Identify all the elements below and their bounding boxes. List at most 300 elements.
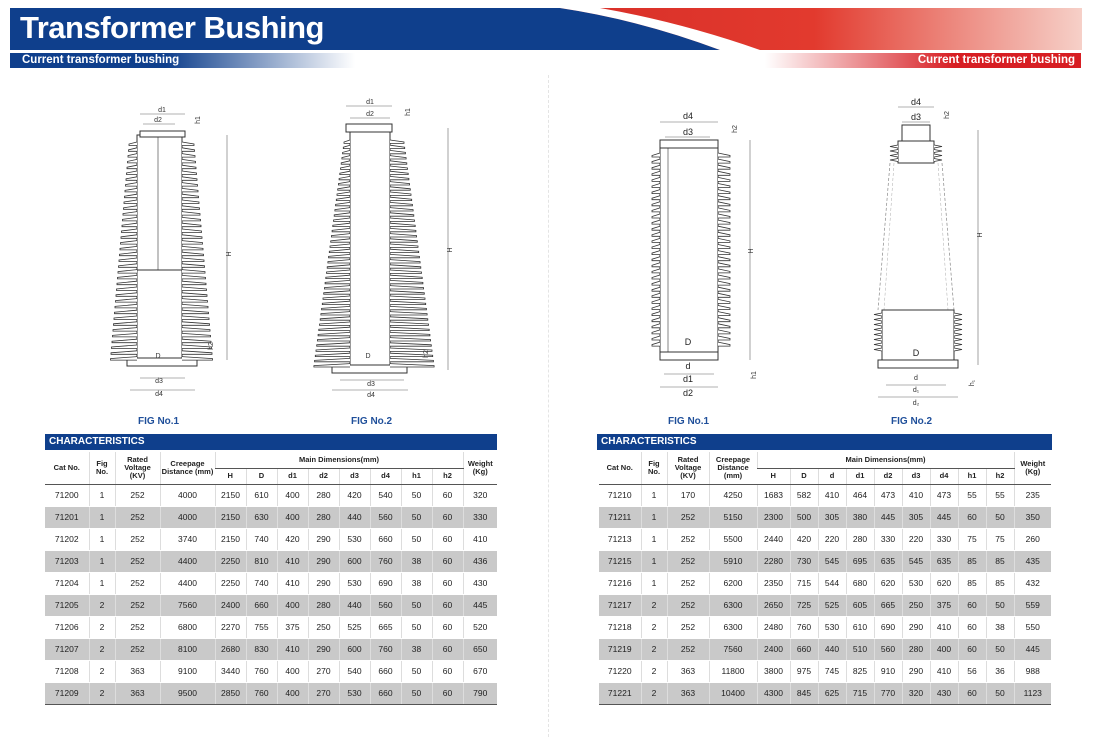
- right-shed: [954, 343, 962, 346]
- dim-d2: d₂: [912, 400, 920, 407]
- table-cell: 525: [818, 594, 846, 616]
- left-shed: [119, 264, 138, 268]
- table-cell: 363: [667, 682, 709, 704]
- table-cell: 4400: [160, 572, 215, 594]
- table-cell: 71211: [599, 506, 641, 528]
- right-shed: [390, 202, 412, 205]
- table-cell: 3740: [160, 528, 215, 550]
- left-shed: [652, 287, 660, 291]
- right-shed: [718, 232, 730, 236]
- right-shed: [390, 301, 426, 304]
- table-cell: 71202: [45, 528, 89, 550]
- table-row: [45, 616, 497, 638]
- table-cell: 760: [246, 660, 277, 682]
- right-figure-drawing: [640, 95, 1000, 410]
- right-shed: [390, 327, 429, 330]
- table-cell: 760: [790, 616, 818, 638]
- table-cell: 71221: [599, 682, 641, 704]
- left-shed: [114, 322, 138, 326]
- table-cell: 430: [463, 572, 497, 594]
- dim-d: d: [914, 375, 918, 382]
- right-shed: [390, 145, 405, 148]
- table-cell: 690: [874, 616, 902, 638]
- table-cell: 220: [818, 528, 846, 550]
- table-cell: 635: [930, 550, 958, 572]
- right-shed: [718, 245, 730, 249]
- table-cell: 60: [958, 616, 986, 638]
- dashed-outline: [884, 163, 948, 310]
- table-cell: 5500: [709, 528, 757, 550]
- table-cell: 410: [818, 484, 846, 506]
- dim-d2: d2: [366, 111, 374, 118]
- right-shed: [954, 313, 962, 316]
- subtitle-right: Current transformer bushing: [917, 54, 1075, 66]
- left-figure-1-drawing: [100, 99, 454, 405]
- left-shed: [123, 212, 137, 216]
- table-cell: 1: [89, 572, 115, 594]
- left-shed: [336, 202, 350, 205]
- right-shed: [182, 177, 197, 181]
- table-cell: 610: [246, 484, 277, 506]
- table-row: [45, 682, 497, 704]
- left-shed: [341, 166, 351, 169]
- table-cell: 280: [308, 594, 339, 616]
- left-shed: [329, 254, 350, 257]
- table-cell: 2680: [215, 638, 246, 660]
- right-fig2-caption: FIG No.2: [891, 416, 933, 427]
- right-shed: [390, 249, 419, 252]
- right-shed: [390, 317, 428, 320]
- table-cell: 400: [277, 484, 308, 506]
- table-cell: 660: [790, 638, 818, 660]
- right-spec-table: [599, 452, 1051, 705]
- table-cell: 440: [339, 594, 370, 616]
- left-shed: [328, 260, 350, 263]
- right-shed: [390, 140, 404, 143]
- left-shed: [119, 258, 137, 262]
- col-header-dim-d: d: [818, 468, 846, 484]
- table-cell: 50: [986, 682, 1014, 704]
- table-cell: 6200: [709, 572, 757, 594]
- left-shed: [652, 202, 660, 206]
- left-shed: [890, 145, 898, 148]
- left-shed: [115, 310, 138, 314]
- table-row: [599, 484, 1051, 506]
- right-shed: [718, 275, 730, 279]
- dim-d2: d2: [682, 388, 694, 398]
- col-header-dim-d1: d1: [277, 468, 308, 484]
- left-shed: [121, 241, 138, 245]
- col-header-dim-d2: d2: [308, 468, 339, 484]
- left-shed: [327, 265, 350, 268]
- table-cell: 71213: [599, 528, 641, 550]
- top-cap: [902, 125, 930, 141]
- right-shed: [182, 229, 202, 233]
- table-cell: 600: [339, 638, 370, 660]
- left-shed: [652, 208, 660, 212]
- table-cell: 38: [401, 572, 432, 594]
- right-shed: [182, 351, 212, 355]
- right-shed: [390, 156, 406, 159]
- left-shed: [343, 145, 350, 148]
- table-cell: 2150: [215, 484, 246, 506]
- right-shed: [390, 306, 426, 309]
- left-shed: [874, 333, 882, 336]
- table-cell: 2: [89, 682, 115, 704]
- left-shed: [123, 217, 138, 221]
- right-shed: [390, 358, 433, 361]
- table-cell: 71203: [45, 550, 89, 572]
- table-cell: 290: [308, 638, 339, 660]
- left-shed: [340, 171, 350, 174]
- left-shed: [335, 208, 350, 211]
- right-shed: [182, 206, 200, 210]
- table-cell: 1: [89, 506, 115, 528]
- top-flange: [660, 140, 718, 148]
- dim-D: D: [155, 353, 161, 360]
- table-cell: 525: [339, 616, 370, 638]
- col-header-fig: Fig No.: [89, 452, 115, 484]
- right-shed: [934, 159, 942, 162]
- table-cell: 60: [432, 528, 463, 550]
- table-cell: 55: [958, 484, 986, 506]
- right-shed: [718, 330, 730, 334]
- table-cell: 305: [818, 506, 846, 528]
- right-shed: [390, 192, 411, 195]
- left-shed: [652, 165, 660, 169]
- table-row: [45, 550, 497, 572]
- table-cell: 473: [874, 484, 902, 506]
- left-shed: [117, 287, 138, 291]
- table-cell: 36: [986, 660, 1014, 682]
- left-shed: [652, 177, 660, 181]
- table-cell: 252: [667, 550, 709, 572]
- table-cell: 4300: [757, 682, 790, 704]
- table-cell: 60: [432, 594, 463, 616]
- right-shed: [390, 260, 420, 263]
- table-cell: 60: [432, 506, 463, 528]
- right-shed: [390, 239, 417, 242]
- table-cell: 290: [308, 528, 339, 550]
- right-shed: [718, 312, 730, 316]
- right-shed: [182, 217, 201, 221]
- left-shed: [317, 343, 350, 346]
- col-header-dim-d2: d2: [874, 468, 902, 484]
- right-shed: [182, 188, 198, 192]
- table-cell: 2280: [757, 550, 790, 572]
- left-characteristics-bar: CHARACTERISTICS: [45, 434, 497, 450]
- table-cell: 60: [432, 616, 463, 638]
- left-shed: [326, 275, 350, 278]
- left-shed: [652, 275, 660, 279]
- left-shed: [112, 339, 137, 343]
- right-shed: [182, 316, 209, 320]
- left-shed: [652, 312, 660, 316]
- subtitle-bar-left: [10, 53, 355, 68]
- left-shed: [874, 338, 882, 341]
- page-header: [0, 0, 1096, 52]
- right-shed: [718, 269, 730, 273]
- col-header-weight: Weight (Kg): [463, 452, 497, 484]
- table-cell: 38: [401, 550, 432, 572]
- col-header-dim-h2: h2: [986, 468, 1014, 484]
- table-cell: 252: [115, 528, 160, 550]
- left-spec-table: [45, 452, 497, 705]
- dashed-outline: [878, 163, 954, 310]
- page-title: Transformer Bushing: [20, 10, 324, 45]
- table-cell: 71205: [45, 594, 89, 616]
- right-shed: [182, 287, 207, 291]
- left-shed: [114, 316, 137, 320]
- table-cell: 330: [930, 528, 958, 550]
- dim-d4: d4: [682, 111, 694, 121]
- right-shed: [934, 145, 942, 148]
- dim-d3: d3: [910, 112, 922, 122]
- col-header-creepage: Creepage Distance (mm): [160, 452, 215, 484]
- table-cell: 56: [958, 660, 986, 682]
- table-cell: 1: [641, 572, 667, 594]
- right-shed: [390, 338, 431, 341]
- left-shed: [324, 291, 350, 294]
- table-cell: 790: [463, 682, 497, 704]
- col-header-dim-d4: d4: [930, 468, 958, 484]
- table-cell: 825: [846, 660, 874, 682]
- table-cell: 280: [308, 506, 339, 528]
- left-shed: [327, 270, 351, 273]
- table-cell: 252: [667, 506, 709, 528]
- left-shed: [652, 306, 660, 310]
- table-cell: 38: [986, 616, 1014, 638]
- table-cell: 2300: [757, 506, 790, 528]
- table-cell: 530: [339, 682, 370, 704]
- table-cell: 660: [370, 528, 401, 550]
- right-shed: [182, 310, 209, 314]
- table-cell: 250: [902, 594, 930, 616]
- table-cell: 252: [667, 616, 709, 638]
- table-cell: 38: [401, 638, 432, 660]
- table-cell: 473: [930, 484, 958, 506]
- left-shed: [652, 220, 660, 224]
- table-row: [45, 660, 497, 682]
- right-shed: [390, 228, 416, 231]
- table-cell: 610: [846, 616, 874, 638]
- table-cell: 270: [308, 660, 339, 682]
- right-shed: [390, 364, 434, 367]
- right-shed: [182, 281, 206, 285]
- table-cell: 252: [115, 616, 160, 638]
- table-row: [599, 506, 1051, 528]
- right-shed: [390, 213, 414, 216]
- table-cell: 410: [930, 616, 958, 638]
- left-shed: [874, 318, 882, 321]
- left-shed: [652, 184, 660, 188]
- table-cell: 305: [902, 506, 930, 528]
- left-shed: [338, 187, 350, 190]
- table-cell: 400: [277, 506, 308, 528]
- table-cell: 71206: [45, 616, 89, 638]
- right-shed: [718, 177, 730, 181]
- table-cell: 830: [246, 638, 277, 660]
- table-cell: 320: [463, 484, 497, 506]
- dim-d4: d4: [155, 391, 163, 398]
- left-shed: [127, 171, 138, 175]
- right-shed: [718, 171, 730, 175]
- right-shed: [954, 318, 962, 321]
- table-cell: 2: [89, 594, 115, 616]
- table-cell: 2250: [215, 572, 246, 594]
- table-cell: 55: [986, 484, 1014, 506]
- left-shed: [120, 252, 138, 256]
- left-shed: [321, 312, 350, 315]
- right-shed: [390, 182, 410, 185]
- table-cell: 4000: [160, 484, 215, 506]
- base-flange: [878, 360, 958, 368]
- table-cell: 464: [846, 484, 874, 506]
- table-cell: 252: [667, 572, 709, 594]
- left-shed: [890, 154, 898, 157]
- table-cell: 4000: [160, 506, 215, 528]
- left-shed: [322, 301, 350, 304]
- left-shed: [125, 188, 137, 192]
- table-cell: 2: [641, 682, 667, 704]
- col-header-dim-d1: d1: [846, 468, 874, 484]
- table-cell: 1: [89, 550, 115, 572]
- table-cell: 4250: [709, 484, 757, 506]
- right-shed: [718, 287, 730, 291]
- table-cell: 85: [958, 550, 986, 572]
- table-cell: 50: [401, 682, 432, 704]
- right-shed: [718, 208, 730, 212]
- left-shed: [332, 228, 350, 231]
- table-cell: 445: [1014, 638, 1051, 660]
- table-cell: 375: [930, 594, 958, 616]
- left-shed: [652, 238, 660, 242]
- col-header-dim-d3: d3: [339, 468, 370, 484]
- table-cell: 71215: [599, 550, 641, 572]
- table-cell: 400: [277, 660, 308, 682]
- left-shed: [339, 176, 350, 179]
- table-cell: 520: [463, 616, 497, 638]
- table-cell: 85: [958, 572, 986, 594]
- table-row: [45, 484, 497, 506]
- table-cell: 432: [1014, 572, 1051, 594]
- table-cell: 71217: [599, 594, 641, 616]
- left-shed: [331, 234, 350, 237]
- table-cell: 620: [930, 572, 958, 594]
- table-cell: 740: [246, 528, 277, 550]
- right-shed: [182, 159, 196, 163]
- col-header-cat: Cat No.: [599, 452, 641, 484]
- right-shed: [182, 328, 210, 332]
- table-cell: 71216: [599, 572, 641, 594]
- table-cell: 290: [902, 616, 930, 638]
- table-cell: 260: [1014, 528, 1051, 550]
- table-cell: 530: [339, 528, 370, 550]
- subtitle-left: Current transformer bushing: [22, 54, 180, 66]
- table-cell: 2150: [215, 506, 246, 528]
- right-shed: [182, 258, 204, 262]
- table-cell: 71219: [599, 638, 641, 660]
- table-cell: 50: [986, 594, 1014, 616]
- right-shed: [390, 166, 408, 169]
- table-row: [599, 550, 1051, 572]
- right-shed: [390, 275, 422, 278]
- dim-H: H: [748, 248, 755, 254]
- table-cell: 50: [401, 594, 432, 616]
- table-cell: 745: [818, 660, 846, 682]
- table-cell: 635: [874, 550, 902, 572]
- table-row: [45, 506, 497, 528]
- right-shed: [182, 142, 194, 146]
- table-cell: 410: [277, 572, 308, 594]
- right-shed: [390, 208, 413, 211]
- table-row: [45, 638, 497, 660]
- table-cell: 435: [1014, 550, 1051, 572]
- left-shed: [652, 336, 660, 340]
- table-cell: 2: [89, 616, 115, 638]
- table-cell: 660: [370, 682, 401, 704]
- right-shed: [934, 154, 942, 157]
- left-shed: [129, 142, 137, 146]
- right-shed: [182, 299, 208, 303]
- table-cell: 2650: [757, 594, 790, 616]
- table-cell: 650: [463, 638, 497, 660]
- table-cell: 2150: [215, 528, 246, 550]
- right-shed: [182, 235, 202, 239]
- left-shed: [122, 229, 138, 233]
- right-shed: [934, 150, 942, 153]
- right-shed: [182, 165, 196, 169]
- table-cell: 530: [902, 572, 930, 594]
- left-shed: [342, 156, 350, 159]
- table-cell: 665: [874, 594, 902, 616]
- table-cell: 420: [339, 484, 370, 506]
- dim-d1: d1: [158, 107, 166, 114]
- right-shed: [390, 265, 421, 268]
- right-shed: [390, 150, 405, 153]
- col-header-dim-h1: h1: [958, 468, 986, 484]
- right-shed: [718, 257, 730, 261]
- right-shed: [390, 286, 424, 289]
- right-characteristics-bar: CHARACTERISTICS: [597, 434, 1052, 450]
- left-shed: [320, 317, 350, 320]
- left-shed: [874, 323, 882, 326]
- left-shed: [315, 353, 350, 356]
- table-cell: 6300: [709, 616, 757, 638]
- right-shed: [718, 165, 730, 169]
- left-shed: [652, 293, 660, 297]
- left-shed: [652, 245, 660, 249]
- left-shed: [337, 192, 350, 195]
- left-shed: [652, 318, 660, 322]
- left-shed: [652, 330, 660, 334]
- table-cell: 445: [930, 506, 958, 528]
- left-shed: [128, 154, 137, 158]
- table-cell: 270: [308, 682, 339, 704]
- left-shed: [652, 257, 660, 261]
- table-cell: 280: [308, 484, 339, 506]
- table-cell: 60: [432, 682, 463, 704]
- dim-d1: d1: [366, 99, 374, 106]
- table-cell: 400: [277, 594, 308, 616]
- left-shed: [129, 148, 138, 152]
- col-header-main: Main Dimensions(mm): [757, 452, 1014, 468]
- left-shed: [874, 313, 882, 316]
- left-shed: [652, 226, 660, 230]
- left-shed: [118, 275, 138, 279]
- right-shed: [718, 342, 730, 346]
- table-cell: 695: [846, 550, 874, 572]
